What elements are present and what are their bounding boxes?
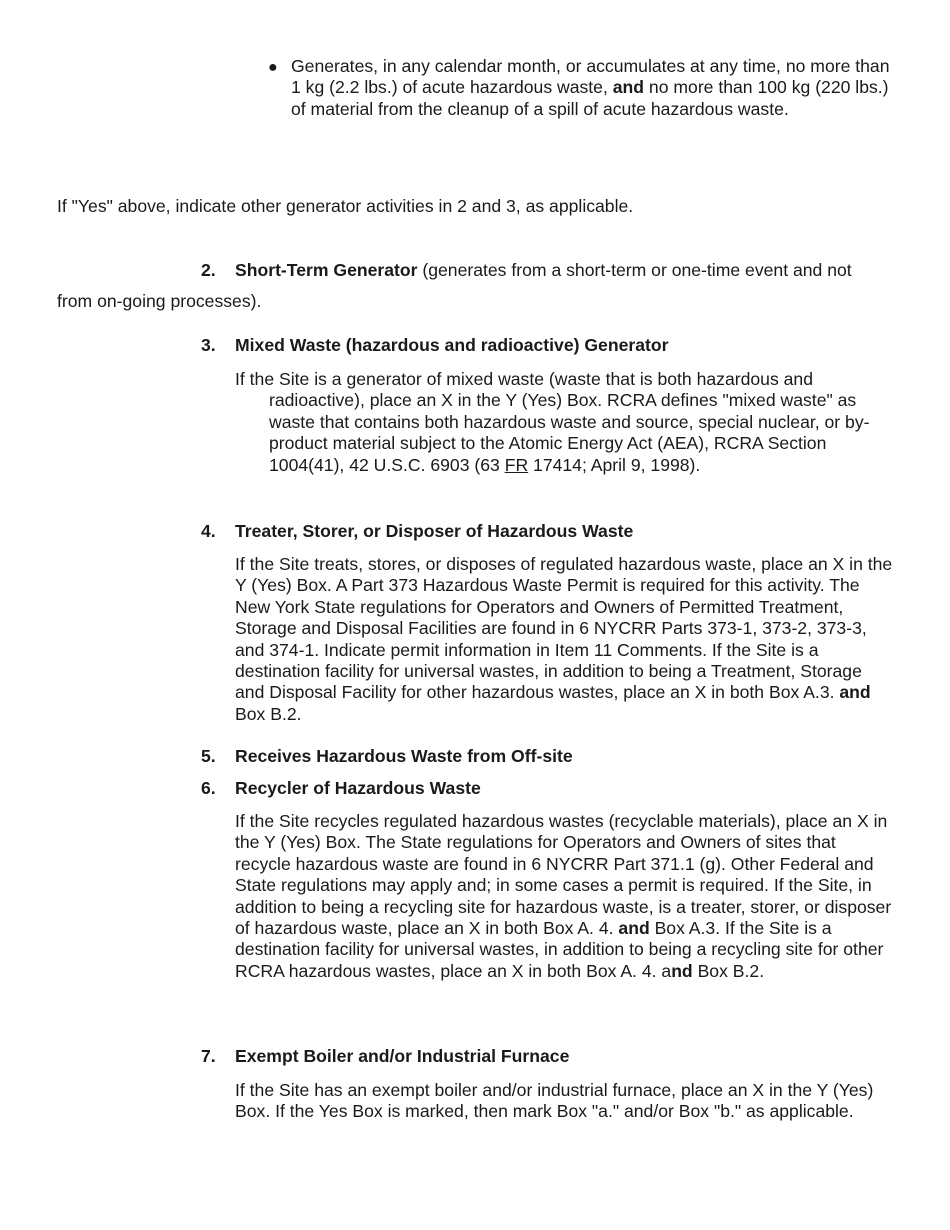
item2-line1 xyxy=(235,260,852,281)
item5-heading: Receives Hazardous Waste from Off-site xyxy=(235,746,573,766)
bullet-bold-and: and xyxy=(612,77,645,98)
item6-bold-nd: nd xyxy=(671,960,693,981)
item4-bold-and: and xyxy=(839,682,871,703)
item4-heading: Treater, Storer, or Disposer of Hazardous Waste xyxy=(235,521,634,541)
item2-heading: Short-Term Generator xyxy=(235,260,418,280)
item4-text-end: Box B.2. xyxy=(235,703,302,724)
item6-text-a: If the Site recycles regulated hazardous wastes (recyclable materials), place an X in the Y (Yes) Box. The State regulations for Operators and Owners of sites that recycle hazardous waste are found in 6 NYCRR Part 371.1 (g). Other Federal and State regulations may apply and; in some cases a permit is required. If the Site, in addition to being a recycling site for hazardous waste, is a treater, storer, or disposer of hazardous waste, place an X in both Box A. 4. xyxy=(235,811,892,939)
item7-paragraph: If the Site has an exempt boiler and/or industrial furnace, place an X in the Y (Yes) Box. If the Yes Box is marked, then mark Box "a." and/or Box "b." as applicable. xyxy=(235,1080,874,1122)
item5-number: 5. xyxy=(201,746,216,766)
item2-text-line2: from on-going processes). xyxy=(57,291,262,311)
item6-text-b: Box A.3. If the Site is a destination facility for universal wastes, in addition to being a recycling site for other RCRA hazardous wastes, place an X in both Box A. 4. a xyxy=(235,918,884,981)
item7-number: 7. xyxy=(201,1046,216,1066)
intro-paragraph: If "Yes" above, indicate other generator activities in 2 and 3, as applicable. xyxy=(57,196,634,216)
item4-text-start: If the Site treats, stores, or disposes of regulated hazardous waste, place an X in the Y (Yes) Box. A Part 373 Hazardous Waste Permit is required for this activity. The New York State regulations for Operators and Owners of Permitted Treatment, Storage and Disposal Facilities are found in 6 NYCRR Parts 373-1, 373-2, 373-3, and 374-1. Indicate permit information in Item 11 Comments. If the Site is a destination facility for universal wastes, in addition to being a Treatment, Storage and Disposal Facility for other hazardous wastes, place an X in both Box A.3. xyxy=(235,554,893,703)
item2-text-line1: (generates from a short-term or one-time event and not xyxy=(417,260,852,280)
item3-text-end: 17414; April 9, 1998). xyxy=(528,454,701,475)
item4-paragraph xyxy=(235,554,895,725)
item2-number: 2. xyxy=(201,260,216,280)
bullet-text-end: no more than 100 kg (220 lbs.) of material from the cleanup of a spill of acute hazardous waste. xyxy=(291,77,889,119)
item6-number: 6. xyxy=(201,778,216,798)
item3-fr-underlined: FR xyxy=(504,454,529,475)
item7-heading: Exempt Boiler and/or Industrial Furnace xyxy=(235,1046,570,1066)
item6-paragraph xyxy=(235,811,895,982)
item3-text-start: If the Site is a generator of mixed waste (waste that is both hazardous and radioactive), place an X in the Y (Yes) Box. RCRA defines "mixed waste" as waste that contains both hazardous waste and source, special nuclear, or by-product material subject to the Atomic Energy Act (AEA), RCRA Section 1004(41), 42 U.S.C. 6903 (63 xyxy=(235,369,870,475)
item3-paragraph xyxy=(235,369,899,476)
bullet-icon: ● xyxy=(268,59,278,76)
bullet-text-start: Generates, in any calendar month, or accumulates at any time, no more than 1 kg (2.2 lbs.) of acute hazardous waste, xyxy=(291,56,890,98)
item4-number: 4. xyxy=(201,521,216,541)
item6-heading: Recycler of Hazardous Waste xyxy=(235,778,481,798)
item6-bold-and: and xyxy=(618,918,650,939)
bullet-paragraph xyxy=(291,56,891,120)
item3-number: 3. xyxy=(201,335,216,355)
item6-text-c: Box B.2. xyxy=(692,960,765,981)
item3-heading: Mixed Waste (hazardous and radioactive) Generator xyxy=(235,335,669,355)
